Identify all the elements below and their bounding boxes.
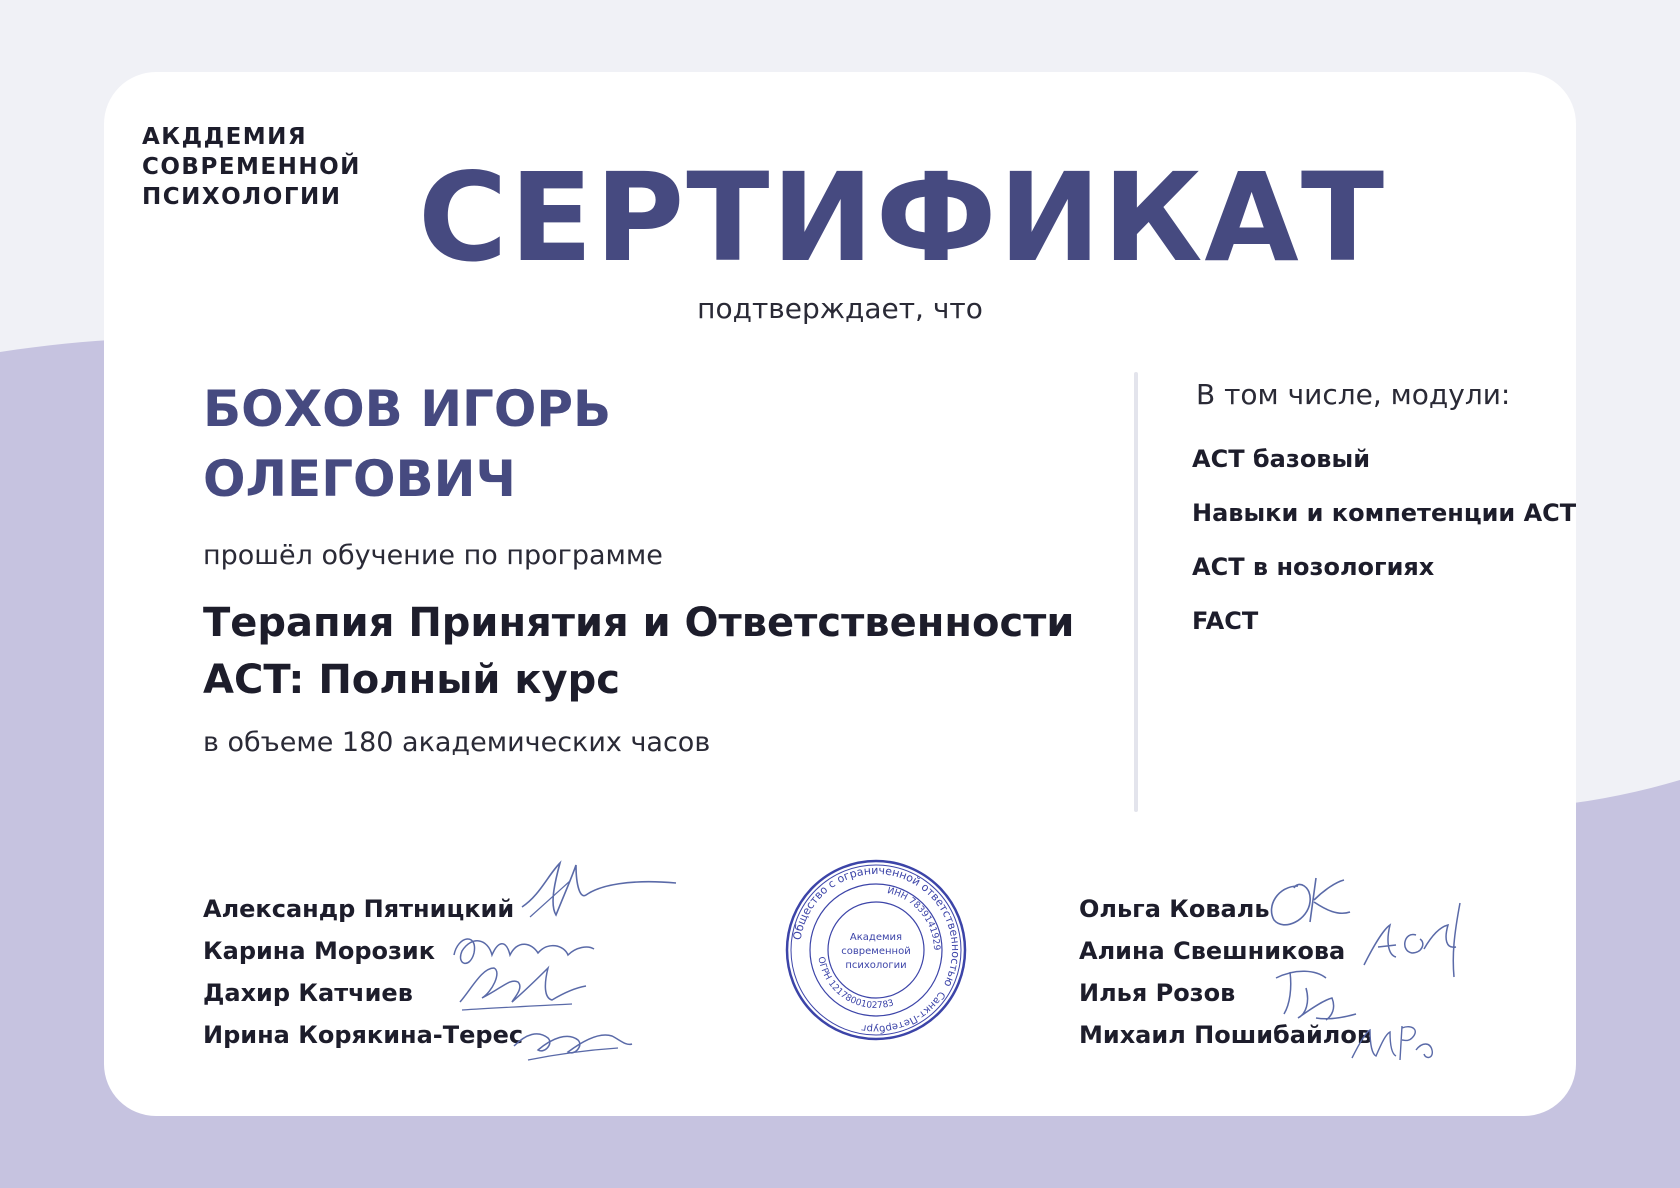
module-item: ACT в нозологиях xyxy=(1192,553,1435,581)
seal-center-line-1: Академия xyxy=(849,932,903,943)
module-item: ACT базовый xyxy=(1192,445,1371,473)
signer-name: Дахир Катчиев xyxy=(203,979,413,1007)
logo-line-1: АКДДЕМИЯ xyxy=(142,124,308,150)
seal-center-line-3: психологии xyxy=(845,960,907,971)
signer-name: Алина Свешникова xyxy=(1079,937,1346,965)
seal-city-path: Санкт-Петербург xyxy=(860,989,947,1035)
signer-name: Ирина Корякина-Терес xyxy=(203,1021,524,1049)
vertical-divider xyxy=(1134,372,1138,812)
seal-city-text xyxy=(860,989,947,1034)
signature-5 xyxy=(1258,866,1358,936)
seal-inn-path: ИНН 7839141929 xyxy=(886,886,942,951)
company-seal xyxy=(784,858,968,1042)
program-title xyxy=(203,595,1074,709)
program-title-line-1: Терапия Принятия и Ответственности xyxy=(203,600,1075,646)
hours-text: в объеме 180 академических часов xyxy=(203,727,711,758)
module-item: FACT xyxy=(1192,607,1259,635)
seal-center-line-2: современной xyxy=(841,946,911,957)
recipient-name-line-1: БОХОВ ИГОРЬ xyxy=(203,380,612,438)
recipient-name-line-2: ОЛЕГОВИЧ xyxy=(203,450,516,508)
signature-8 xyxy=(1346,1012,1446,1072)
signature-1 xyxy=(510,855,680,925)
recipient-name xyxy=(203,374,611,514)
modules-list xyxy=(1192,432,1576,648)
signature-4 xyxy=(508,1010,638,1070)
logo-line-2: СОВРЕМЕННОЙ xyxy=(142,154,361,180)
confirms-text: подтверждает, что xyxy=(697,292,983,325)
modules-heading: В том числе, модули: xyxy=(1196,378,1511,411)
certificate-title: СЕРТИФИКАТ xyxy=(418,147,1387,289)
logo-line-3: ПСИХОЛОГИИ xyxy=(142,184,342,210)
signer-name: Ольга Коваль xyxy=(1079,895,1270,923)
signature-6 xyxy=(1356,895,1476,985)
module-item: Навыки и компетенции ACT xyxy=(1192,499,1577,527)
signature-3 xyxy=(452,958,592,1018)
signer-name: Михаил Пошибайлов xyxy=(1079,1021,1373,1049)
signer-name: Карина Морозик xyxy=(203,937,436,965)
signer-name: Александр Пятницкий xyxy=(203,895,515,923)
academy-logo xyxy=(142,122,361,212)
seal-ogrn-path: ОГРН 1217800102783 xyxy=(815,955,896,1012)
studied-text: прошёл обучение по программе xyxy=(203,540,663,571)
program-title-line-2: ACT: Полный курс xyxy=(203,657,620,703)
seal-outer-path: Общество с ограниченной ответственностью xyxy=(790,863,963,989)
signer-name: Илья Розов xyxy=(1079,979,1236,1007)
